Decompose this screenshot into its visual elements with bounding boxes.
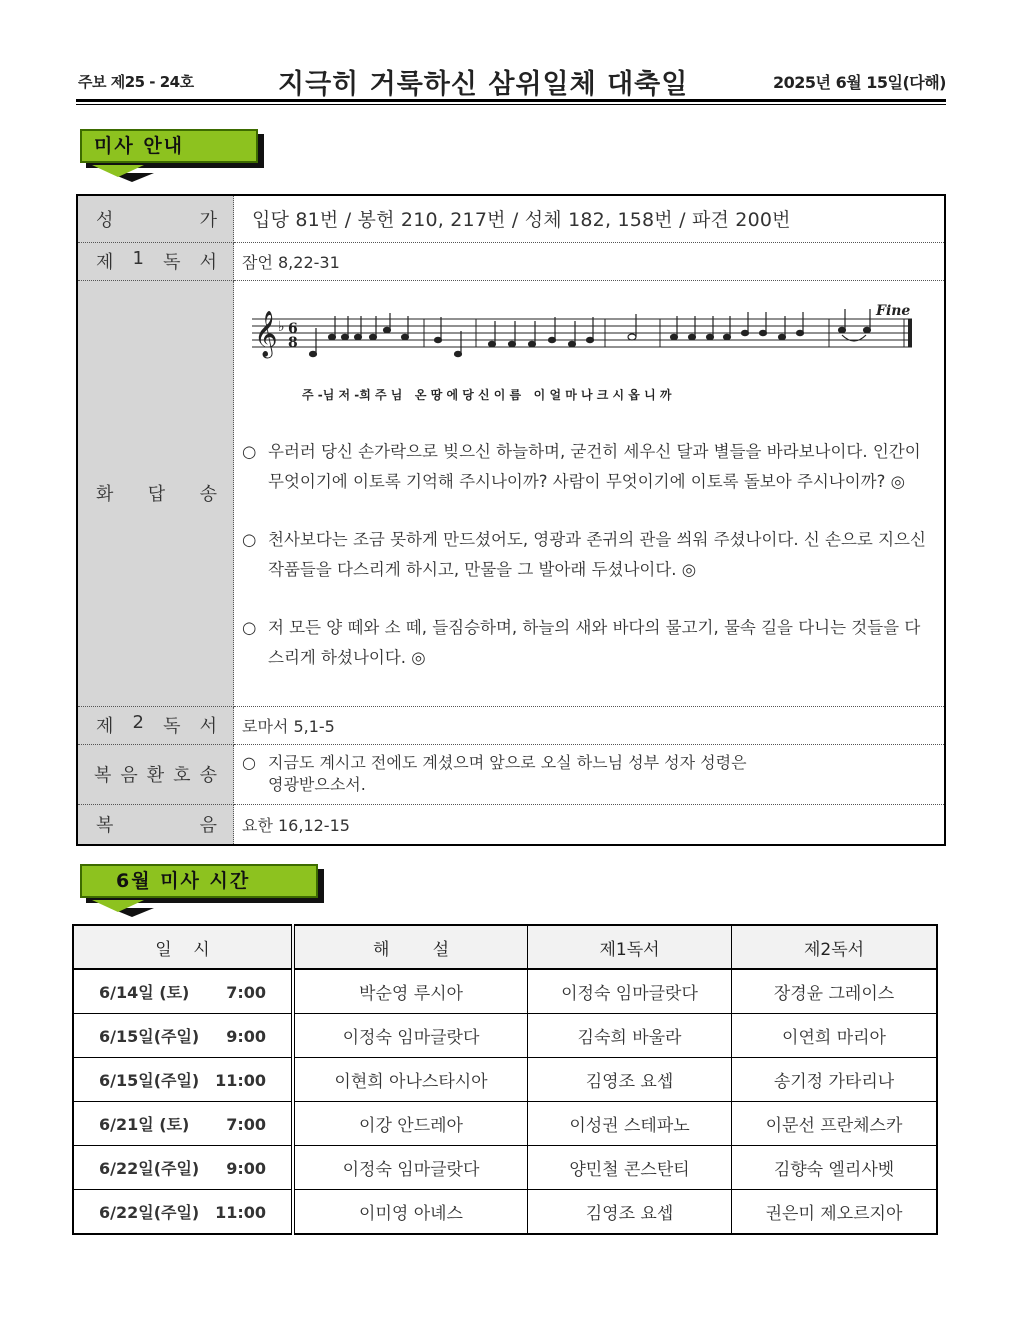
table-row: 6/15일(주일) 9:00 이정숙 임마글랏다 김숙희 바울라 이연희 마리아 xyxy=(73,1014,937,1058)
header-divider xyxy=(76,99,946,105)
svg-text:♭: ♭ xyxy=(278,318,285,335)
psalm-verse-3: ○ 저 모든 양 떼와 소 떼, 들짐승하며, 하늘의 새와 바다의 물고기, 물속 길을 다니는 것들을 다스리게 하셨나이다. ◎ xyxy=(242,613,944,673)
svg-text:6: 6 xyxy=(288,320,298,337)
hymns-value: 입당 81번 / 봉헌 210, 217번 / 성체 182, 158번 / 파견 200번 xyxy=(234,195,946,242)
psalm-row xyxy=(77,280,945,706)
table-row: 6/14일 (토) 7:00 박순영 루시아 이정숙 임마글랏다 장경윤 그레이스 xyxy=(73,969,937,1014)
second-reading-value: 로마서 5,1-5 xyxy=(234,706,946,744)
svg-text:8: 8 xyxy=(288,334,298,351)
col-header-datetime: 일 시 xyxy=(73,925,293,969)
second-reading-row xyxy=(77,706,945,744)
svg-text:𝄞: 𝄞 xyxy=(254,310,278,357)
psalm-verse-2: ○ 천사보다는 조금 못하게 만드셨어도, 영광과 존귀의 관을 씌워 주셨나이다. 신 손으로 지으신 작품들을 다스리게 하시고, 만물을 그 발아래 두셨나이다. ◎ xyxy=(242,525,944,585)
gospel-acclamation-row xyxy=(77,744,945,804)
arrow-down-icon xyxy=(92,165,144,177)
first-reading-label: 제 1 독 서 xyxy=(77,242,234,280)
col-header-reading1: 제1독서 xyxy=(528,925,732,969)
mass-info-table xyxy=(76,194,946,846)
circle-bullet-icon: ○ xyxy=(242,441,257,461)
first-reading-row xyxy=(77,242,945,280)
gospel-acclamation-value: ○ 지금도 계시고 전에도 계셨으며 앞으로 오실 하느님 성부 성자 성령은 영광받으소서. xyxy=(234,744,946,804)
gospel-value: 요한 16,12-15 xyxy=(234,804,946,845)
table-header-row xyxy=(73,925,937,969)
mass-schedule-table xyxy=(72,924,938,1235)
first-reading-value: 잠언 8,22-31 xyxy=(234,242,946,280)
hymns-row xyxy=(77,195,945,242)
circle-bullet-icon: ○ xyxy=(242,617,257,637)
issue-number: 주보 제25 - 24호 xyxy=(78,73,194,91)
table-row: 6/22일(주일) 11:00 이미영 아녜스 김영조 요셉 권은미 제오르지아 xyxy=(73,1190,937,1235)
table-row: 6/22일(주일) 9:00 이정숙 임마글랏다 양민철 콘스탄티 김향숙 엘리사벳 xyxy=(73,1146,937,1190)
banner-label: 6월 미사 시간 xyxy=(80,864,318,898)
second-reading-label: 제 2 독 서 xyxy=(77,706,234,744)
gospel-acclamation-label: 복 음 환 호 송 xyxy=(77,744,234,804)
svg-text:Fine: Fine xyxy=(876,302,911,319)
psalm-lyrics: 주 -님 저 -희 주 님 온 땅 에 당 신 이 름 이 얼 마 나 크 시 옵 니 까 xyxy=(302,387,672,402)
col-header-reading2: 제2독서 xyxy=(732,925,938,969)
col-header-commentary: 해 설 xyxy=(293,925,528,969)
psalm-sheet-music xyxy=(242,281,944,431)
bulletin-date: 2025년 6월 15일(다해) xyxy=(773,73,946,92)
page-title: 지극히 거룩하신 삼위일체 대축일 xyxy=(278,69,689,100)
psalm-label: 화 답 송 xyxy=(77,280,234,706)
circle-bullet-icon: ○ xyxy=(242,529,257,549)
table-row: 6/15일(주일) 11:00 이현희 아나스타시아 김영조 요셉 송기정 가타리나 xyxy=(73,1058,937,1102)
banner-label: 미사 안내 xyxy=(80,129,258,163)
psalm-verse-1: ○ 우러러 당신 손가락으로 빚으신 하늘하며, 굳건히 세우신 달과 별들을 바라보나이다. 인간이 무엇이기에 이토록 기억해 주시나이까? 사람이 무엇이기에 이토록 돌보아 주시나이까? ◎ xyxy=(242,437,944,497)
hymns-label: 성 가 xyxy=(77,195,234,242)
bulletin-header xyxy=(76,62,946,100)
circle-bullet-icon: ○ xyxy=(242,753,256,772)
music-staff-icon xyxy=(242,281,922,431)
psalm-value xyxy=(234,280,946,706)
table-row: 6/21일 (토) 7:00 이강 안드레아 이성권 스테파노 이문선 프란체스카 xyxy=(73,1102,937,1146)
gospel-row xyxy=(77,804,945,845)
arrow-down-icon xyxy=(92,900,144,912)
gospel-label: 복 음 xyxy=(77,804,234,845)
